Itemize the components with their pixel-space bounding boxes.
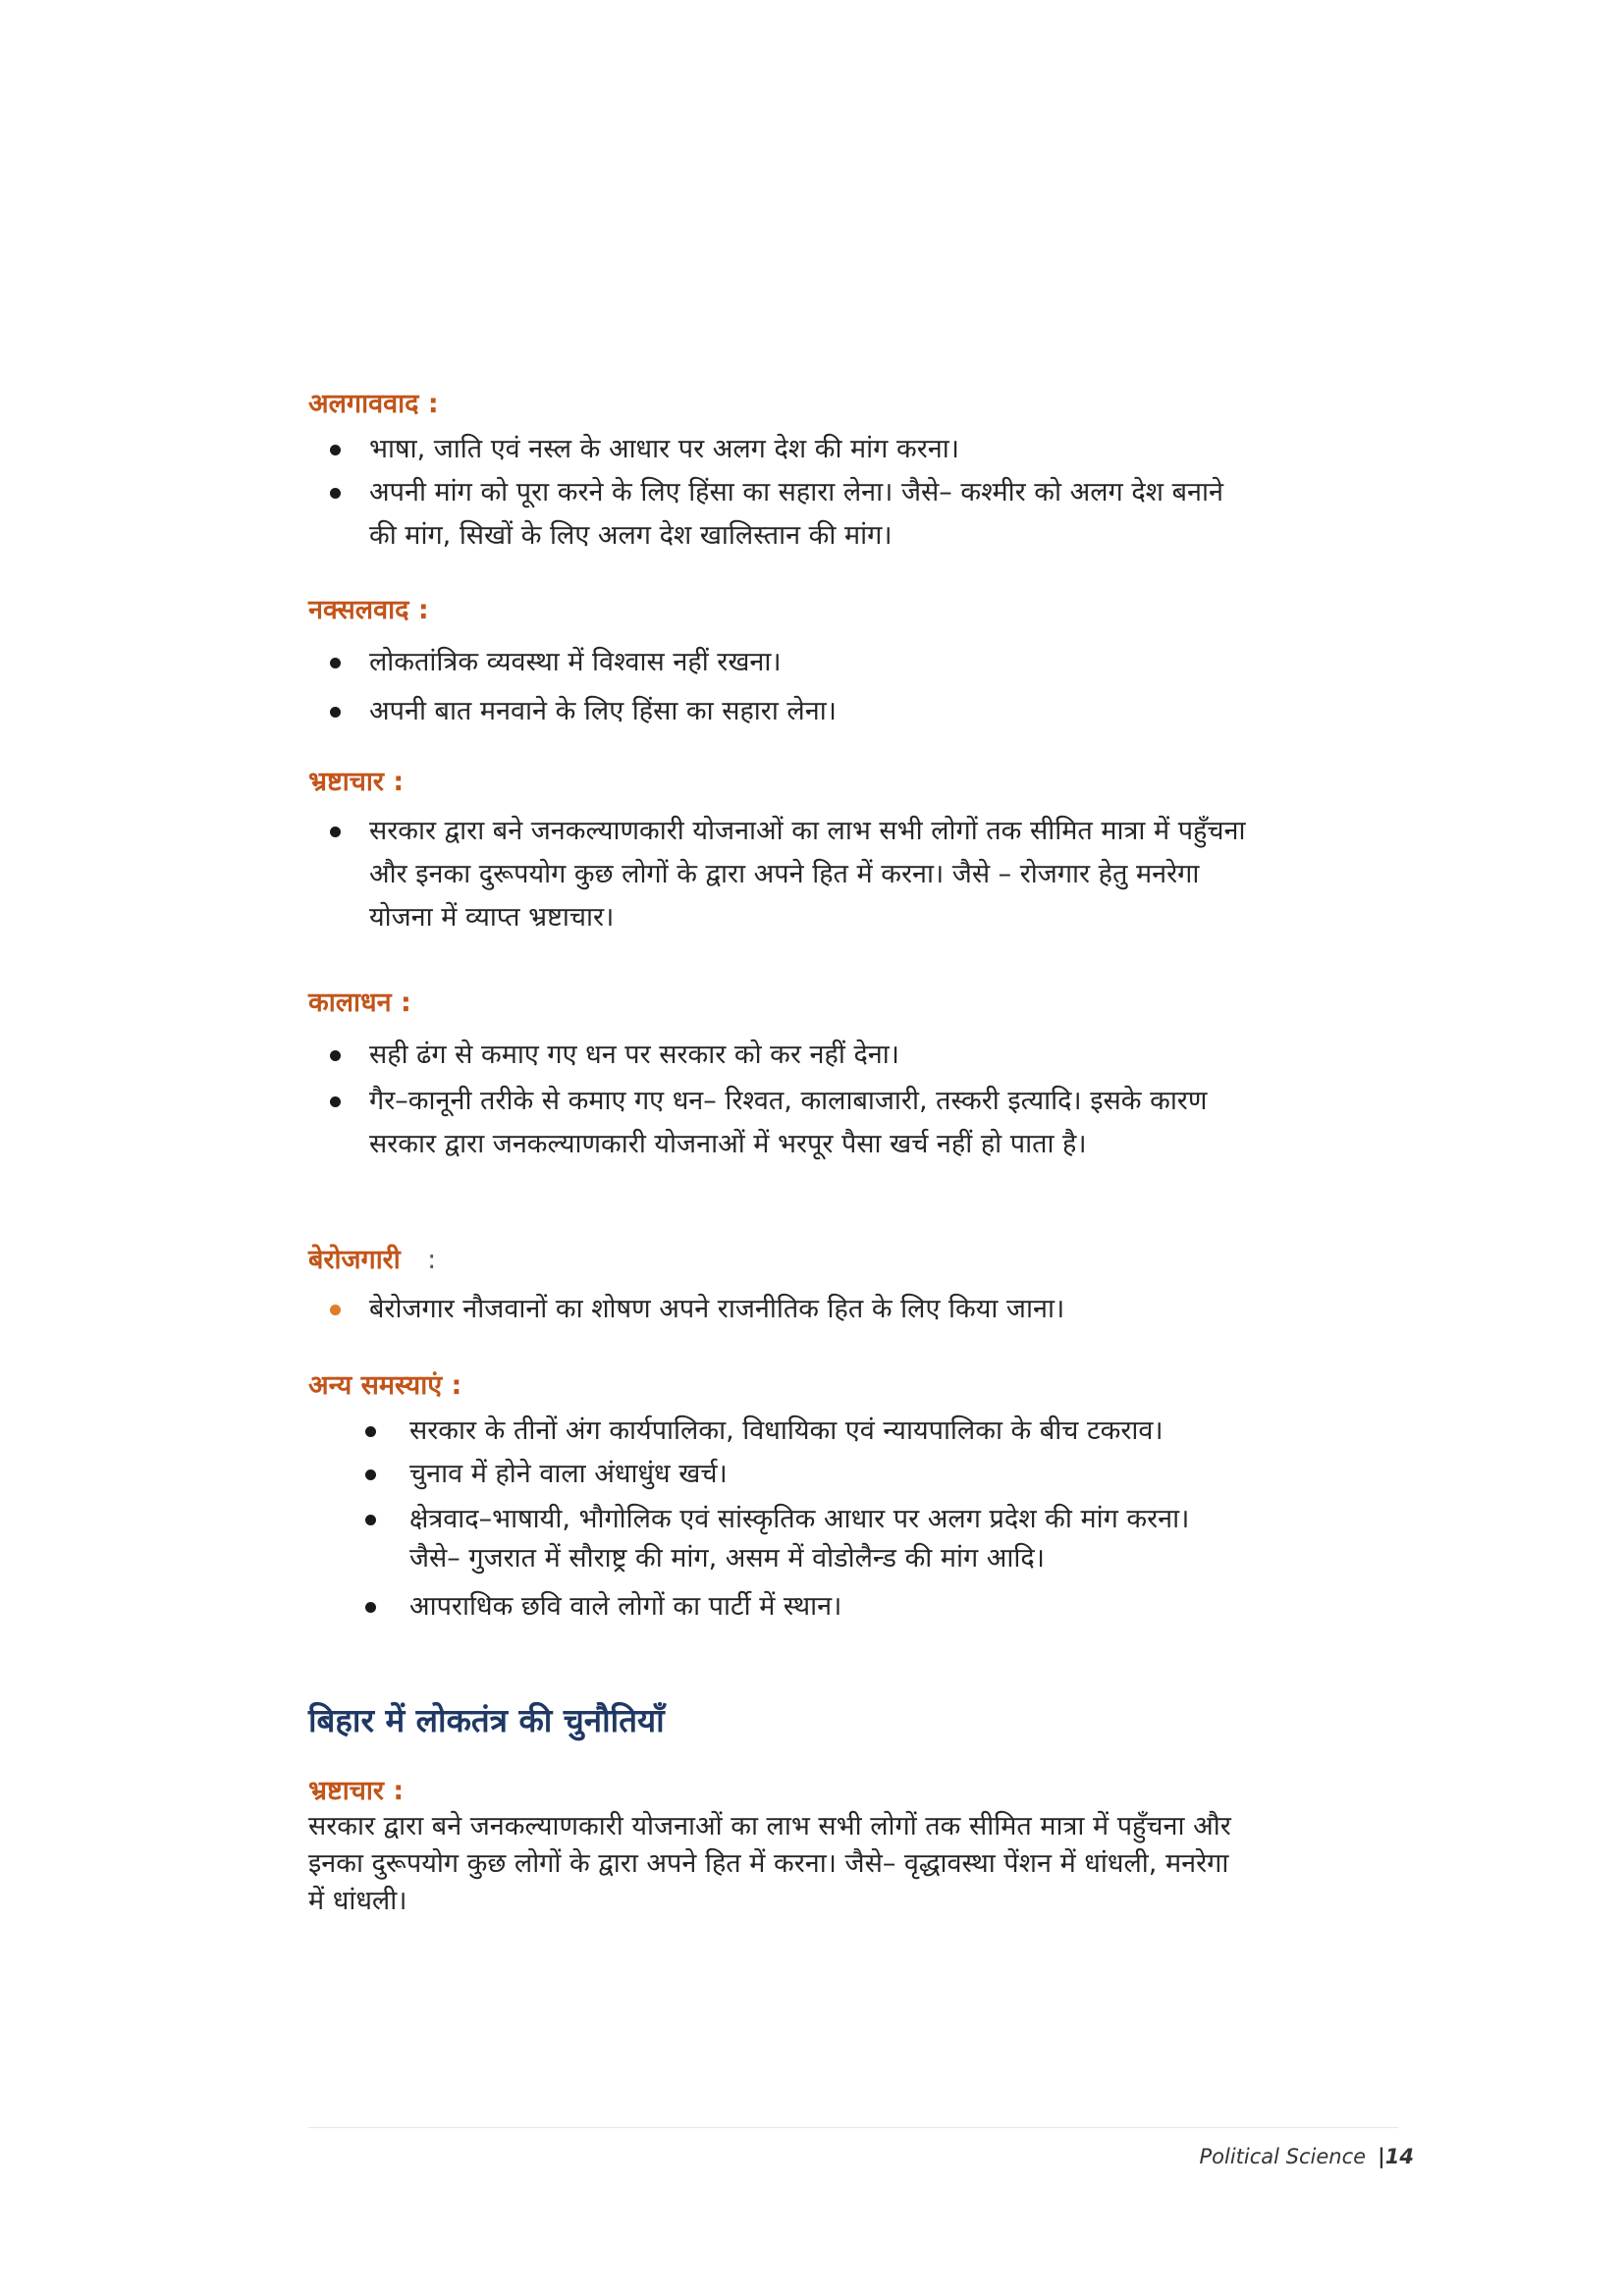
heading-alagavvad: अलगाववाद :: [308, 389, 439, 419]
list-item: सरकार द्वारा बने जनकल्याणकारी योजनाओं का लाभ सभी लोगों तक सीमित मात्रा में पहुँचना: [330, 810, 1420, 853]
list-item: सरकार के तीनों अंग कार्यपालिका, विधायिका एवं न्यायपालिका के बीच टकराव।: [365, 1410, 1435, 1453]
list-item: क्षेत्रवाद–भाषायी, भौगोलिक एवं सांस्कृतिक आधार पर अलग प्रदेश की मांग करना।: [365, 1500, 1435, 1539]
bullet-icon: [330, 1305, 341, 1315]
heading-anya-samasyayen: अन्य समस्याएं :: [308, 1370, 462, 1401]
list-item-continuation: जैसे– गुजरात में सौराष्ट्र की मांग, असम में वोडोलैन्ड की मांग आदि।: [409, 1543, 1045, 1574]
heading-kaladhan: कालाधन :: [308, 988, 411, 1018]
list-item-continuation: और इनका दुरूपयोग कुछ लोगों के द्वारा अपने हित में करना। जैसे – रोजगार हेतु मनरेगा: [369, 859, 1200, 889]
bullet-icon: [330, 707, 341, 718]
footer-separator: |: [1378, 2145, 1385, 2168]
list-bhrashtachar: [330, 810, 1420, 939]
page-footer: [1188, 2145, 1414, 2168]
heading-bhrashtachar: भ्रष्टाचार :: [308, 767, 405, 797]
list-berojgari: [330, 1288, 1420, 1331]
list-item: सही ढंग से कमाए गए धन पर सरकार को कर नहीं देना।: [330, 1031, 1420, 1080]
bullet-icon: [330, 1050, 341, 1061]
list-item: अपनी बात मनवाने के लिए हिंसा का सहारा लेना।: [330, 687, 1420, 736]
list-item: चुनाव में होने वाला अंधाधुंध खर्च।: [365, 1453, 1435, 1496]
list-item: बेरोजगार नौजवानों का शोषण अपने राजनीतिक हित के लिए किया जाना।: [330, 1288, 1420, 1331]
list-item: आपराधिक छवि वाले लोगों का पार्टी में स्थान।: [365, 1582, 1435, 1631]
bullet-icon: [365, 1602, 376, 1613]
list-item-continuation: सरकार द्वारा जनकल्याणकारी योजनाओं में भरपूर पैसा खर्च नहीं हो पाता है।: [369, 1129, 1087, 1159]
list-kaladhan: [330, 1031, 1420, 1166]
page-number: 14: [1384, 2145, 1414, 2168]
list-item-continuation: योजना में व्याप्त भ्रष्टाचार।: [369, 902, 615, 933]
bullet-icon: [365, 1515, 376, 1525]
list-item-continuation: की मांग, सिखों के लिए अलग देश खालिस्तान की मांग।: [369, 520, 893, 551]
list-item: लोकतांत्रिक व्यवस्था में विश्वास नहीं रखना।: [330, 638, 1420, 687]
bullet-icon: [330, 658, 341, 668]
heading-berojgari: बेरोजगारी :: [308, 1245, 437, 1275]
footer-subject: Political Science: [1199, 2145, 1367, 2168]
list-naxalvad: [330, 638, 1420, 736]
bullet-icon: [365, 1469, 376, 1480]
heading-bihar-bhrashtachar: भ्रष्टाचार :: [308, 1776, 405, 1806]
footer-divider: [308, 2127, 1398, 2128]
paragraph-bihar-bhrashtachar: सरकार द्वारा बने जनकल्याणकारी योजनाओं का लाभ सभी लोगों तक सीमित मात्रा में पहुँचना और इनका दुरूपयोग कुछ लोगों के द्वारा अपने हित में करना। जैसे– वृद्धावस्था पेंशन में धांधली, मनरेगा में धांधली।: [308, 1811, 1231, 1916]
bullet-icon: [330, 445, 341, 455]
list-anya-samasyayen: [365, 1410, 1435, 1631]
list-item: भाषा, जाति एवं नस्ल के आधार पर अलग देश की मांग करना।: [330, 428, 1420, 471]
bullet-icon: [330, 1096, 341, 1107]
list-item: अपनी मांग को पूरा करने के लिए हिंसा का सहारा लेना। जैसे– कश्मीर को अलग देश बनाने: [330, 471, 1420, 514]
section-title-bihar: बिहार में लोकतंत्र की चुनौतियाँ: [308, 1701, 665, 1739]
bullet-icon: [330, 488, 341, 499]
heading-naxalvad: नक्सलवाद :: [308, 595, 429, 625]
list-item: गैर–कानूनी तरीके से कमाए गए धन– रिश्वत, कालाबाजारी, तस्करी इत्यादि। इसके कारण: [330, 1080, 1420, 1123]
list-alagavvad: [330, 428, 1420, 558]
bullet-icon: [330, 827, 341, 837]
bullet-icon: [365, 1426, 376, 1437]
